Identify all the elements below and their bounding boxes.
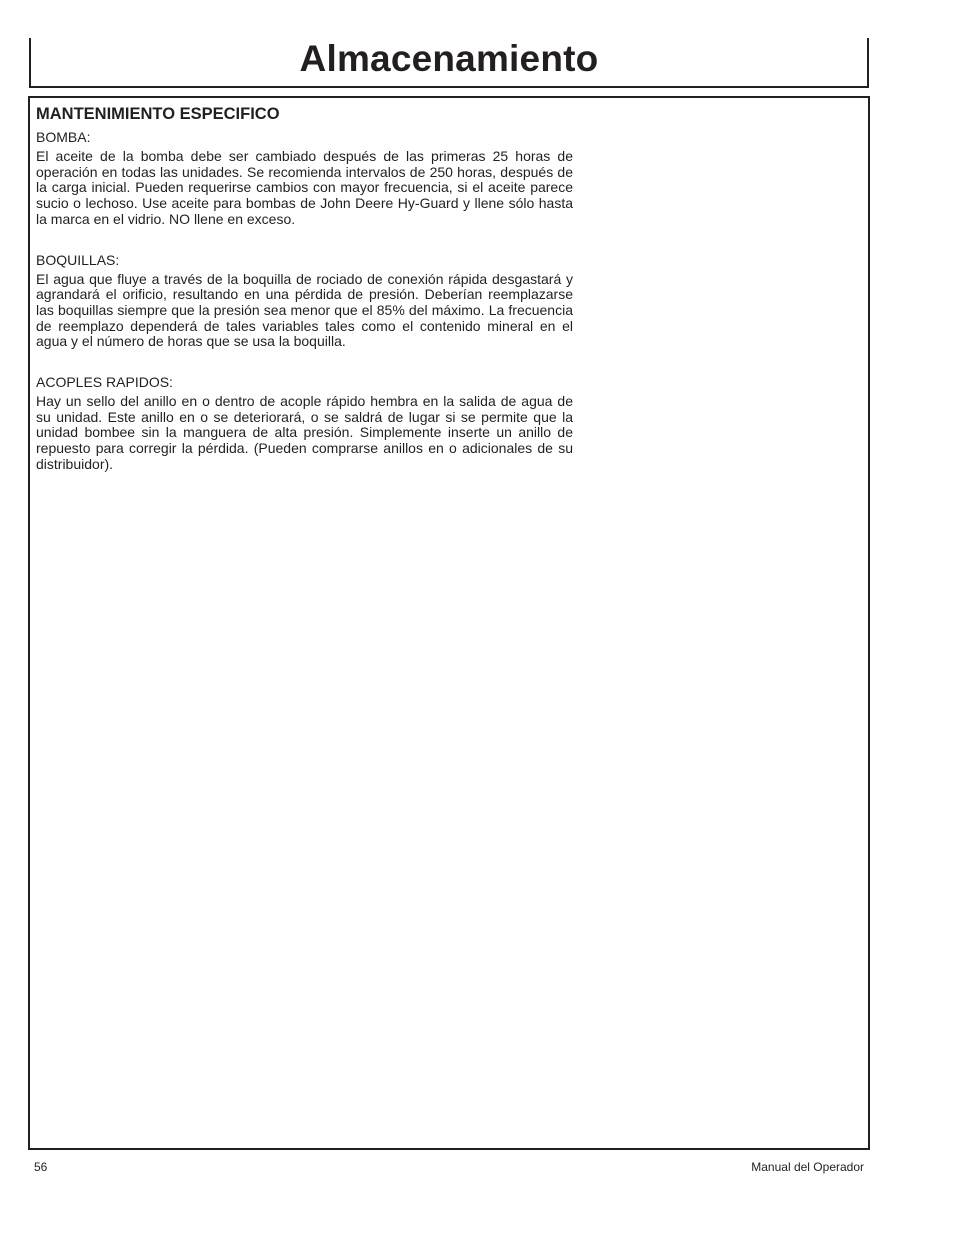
- section-title: MANTENIMIENTO ESPECIFICO: [36, 105, 280, 123]
- boquillas-paragraph: El agua que fluye a través de la boquilla de rociado de conexión rápida desgastará y agrandará el orificio, resultando en una pérdida de presión. Deberían reemplazarse las boquillas siempre que la presión sea menor que el 85% del máximo. La frecuencia de reemplazo dependerá de tales variables tales como el contenido mineral en el agua y el número de horas que se usa la boquilla.: [36, 270, 573, 350]
- page-number: 56: [34, 1160, 48, 1174]
- boquillas-label: BOQUILLAS:: [36, 251, 120, 268]
- bomba-label: BOMBA:: [36, 129, 91, 145]
- spacer: [36, 228, 573, 252]
- title-box: [29, 38, 869, 88]
- acoples-label: ACOPLES RAPIDOS:: [36, 374, 173, 391]
- page-title: Almacenamiento: [299, 38, 599, 79]
- content-column: [36, 104, 573, 473]
- spacer: [36, 350, 573, 374]
- bomba-paragraph: El aceite de la bomba debe ser cambiado después de las primeras 25 horas de operación en todas las unidades. Se recomienda intervalos de 250 horas, después de la carga inicial. Pueden requerirse cambios con mayor frecuencia, si el aceite parece sucio o lechoso. Use aceite para bombas de John Deere Hy-Guard y llene sólo hasta la marca en el vidrio. NO llene en exceso.: [36, 148, 573, 227]
- acoples-paragraph: Hay un sello del anillo en o dentro de acople rápido hembra en la salida de agua de su unidad. Este anillo en o se deteriorará, o se saldrá de lugar si se permite que la unidad bombee sin la manguera de alta presión. Simplemente inserte un anillo de repuesto para corregir la pérdida. (Pueden comprarse anillos en o adicionales de su distribuidor).: [36, 393, 573, 472]
- content-box: [28, 96, 870, 1150]
- manual-name: Manual del Operador: [751, 1160, 864, 1174]
